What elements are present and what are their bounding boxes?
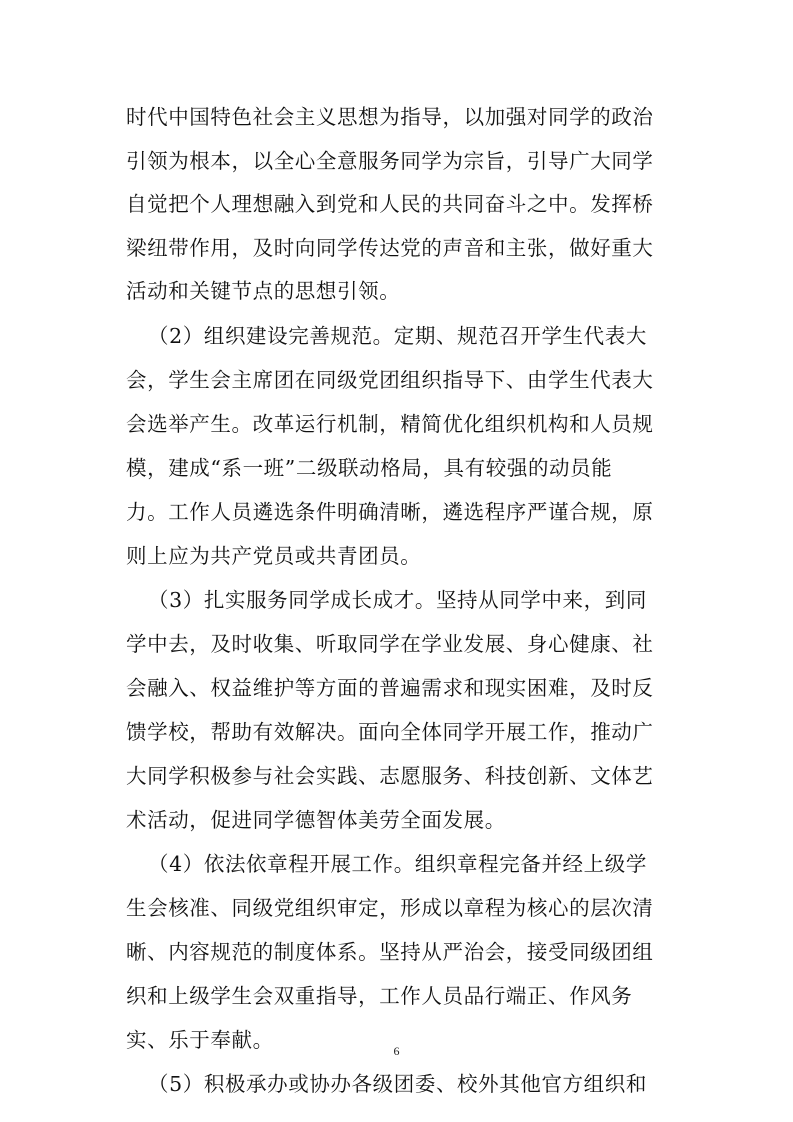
body-text-line: 活动和关键节点的思想引领。 [126,279,401,303]
body-text-line: 则上应为共产党员或共青团员。 [126,544,422,568]
body-text-line: 大同学积极参与社会实践、志愿服务、科技创新、文体艺 [126,764,654,788]
body-text-line: 术活动，促进同学德智体美劳全面发展。 [126,808,506,832]
body-text-line: 会融入、权益维护等方面的普遍需求和现实困难，及时反 [126,676,654,700]
body-text-line: 梁纽带作用，及时向同学传达党的声音和主张，做好重大 [126,236,654,260]
body-text-line: 自觉把个人理想融入到党和人民的共同奋斗之中。发挥桥 [126,192,654,216]
body-text-line: 馈学校，帮助有效解决。面向全体同学开展工作，推动广 [126,720,654,744]
section-3-first-line: （3）扎实服务同学成长成才。坚持从同学中来，到同 [148,588,647,612]
body-text-line: 生会核准、同级党组织审定，形成以章程为核心的层次清 [126,896,654,920]
body-text-line: 会，学生会主席团在同级党团组织指导下、由学生代表大 [126,368,654,392]
body-text-line: 会选举产生。改革运行机制，精简优化组织机构和人员规 [126,412,654,436]
body-text-line: 力。工作人员遴选条件明确清晰，遴选程序严谨合规，原 [126,500,654,524]
section-4-first-line: （4）依法依章程开展工作。组织章程完备并经上级学 [148,852,647,876]
body-text-line: 实、乐于奉献。 [126,1028,274,1052]
body-text-line: 织和上级学生会双重指导，工作人员品行端正、作风务 [126,984,633,1008]
body-text-line: 引领为根本，以全心全意服务同学为宗旨，引导广大同学 [126,149,654,173]
page-number: 6 [393,1044,400,1058]
body-text-line: 模，建成“系一班”二级联动格局，具有较强的动员能 [126,456,613,480]
body-text-line: 晰、内容规范的制度体系。坚持从严治会，接受同级团组 [126,940,654,964]
section-5-first-line: （5）积极承办或协办各级团委、校外其他官方组织和 [148,1072,647,1096]
body-text-line: 学中去，及时收集、听取同学在学业发展、身心健康、社 [126,632,654,656]
section-2-first-line: （2）组织建设完善规范。定期、规范召开学生代表大 [148,324,647,348]
body-text-line: 时代中国特色社会主义思想为指导，以加强对同学的政治 [126,105,654,129]
